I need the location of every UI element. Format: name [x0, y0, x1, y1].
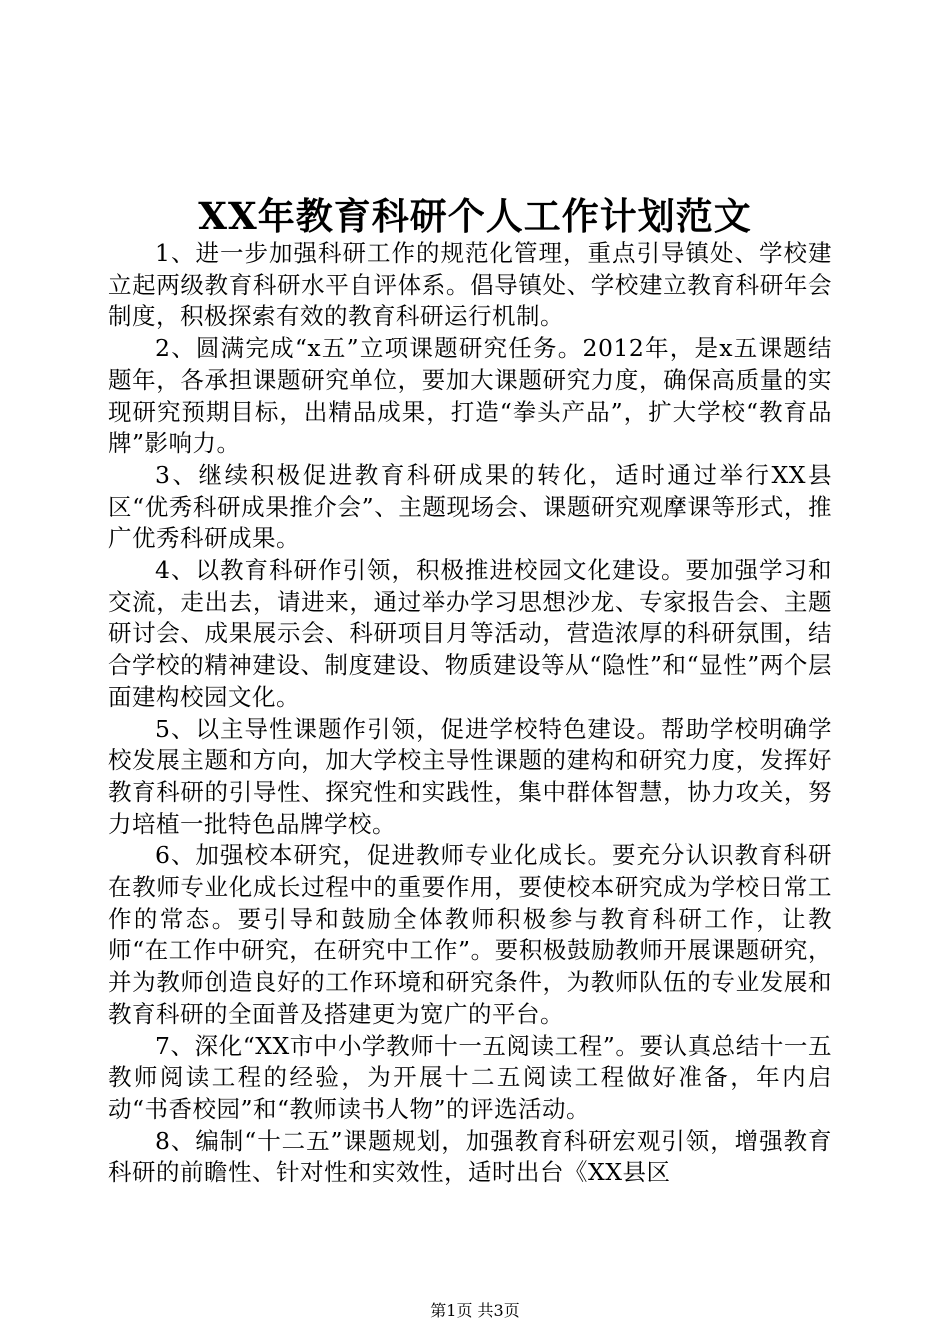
paragraph-8: 8、编制“十二五”课题规划，加强教育科研宏观引领，增强教育科研的前瞻性、针对性和实效性，适时出台《XX县区 [108, 1126, 832, 1187]
paragraph-6: 6、加强校本研究，促进教师专业化成长。要充分认识教育科研在教师专业化成长过程中的重要作用，要使校本研究成为学校日常工作的常态。要引导和鼓励全体教师积极参与教育科研工作，让教师“在工作中研究，在研究中工作”。要积极鼓励教师开展课题研究，并为教师创造良好的工作环境和研究条件，为教师队伍的专业发展和教育科研的全面普及搭建更为宽广的平台。 [108, 841, 832, 1028]
page-footer: 第1页 共3页 [430, 1301, 520, 1320]
document-title: XX年教育科研个人工作计划范文 [198, 194, 752, 238]
paragraph-1: 1、进一步加强科研工作的规范化管理，重点引导镇处、学校建立起两级教育科研水平自评体系。倡导镇处、学校建立教育科研年会制度，积极探索有效的教育科研运行机制。 [108, 239, 832, 331]
paragraph-5: 5、以主导性课题作引领，促进学校特色建设。帮助学校明确学校发展主题和方向，加大学校主导性课题的建构和研究力度，发挥好教育科研的引导性、探究性和实践性，集中群体智慧，协力攻关，努力培植一批特色品牌学校。 [108, 714, 832, 838]
paragraph-4: 4、以教育科研作引领，积极推进校园文化建设。要加强学习和交流，走出去，请进来，通过举办学习思想沙龙、专家报告会、主题研讨会、成果展示会、科研项目月等活动，营造浓厚的科研氛围，结合学校的精神建设、制度建设、物质建设等从“隐性”和“显性”两个层面建构校园文化。 [108, 556, 832, 711]
paragraph-3: 3、继续积极促进教育科研成果的转化，适时通过举行XX县区“优秀科研成果推介会”、主题现场会、课题研究观摩课等形式，推广优秀科研成果。 [108, 460, 832, 553]
paragraph-7: 7、深化“XX市中小学教师十一五阅读工程”。要认真总结十一五教师阅读工程的经验，为开展十二五阅读工程做好准备，年内启动“书香校园”和“教师读书人物”的评选活动。 [108, 1031, 832, 1123]
document-body [108, 238, 832, 1189]
paragraph-2: 2、圆满完成“x五”立项课题研究任务。2012年，是x五课题结题年，各承担课题研究单位，要加大课题研究力度，确保高质量的实现研究预期目标，出精品成果，打造“拳头产品”，扩大学校“教育品牌”影响力。 [108, 334, 832, 458]
